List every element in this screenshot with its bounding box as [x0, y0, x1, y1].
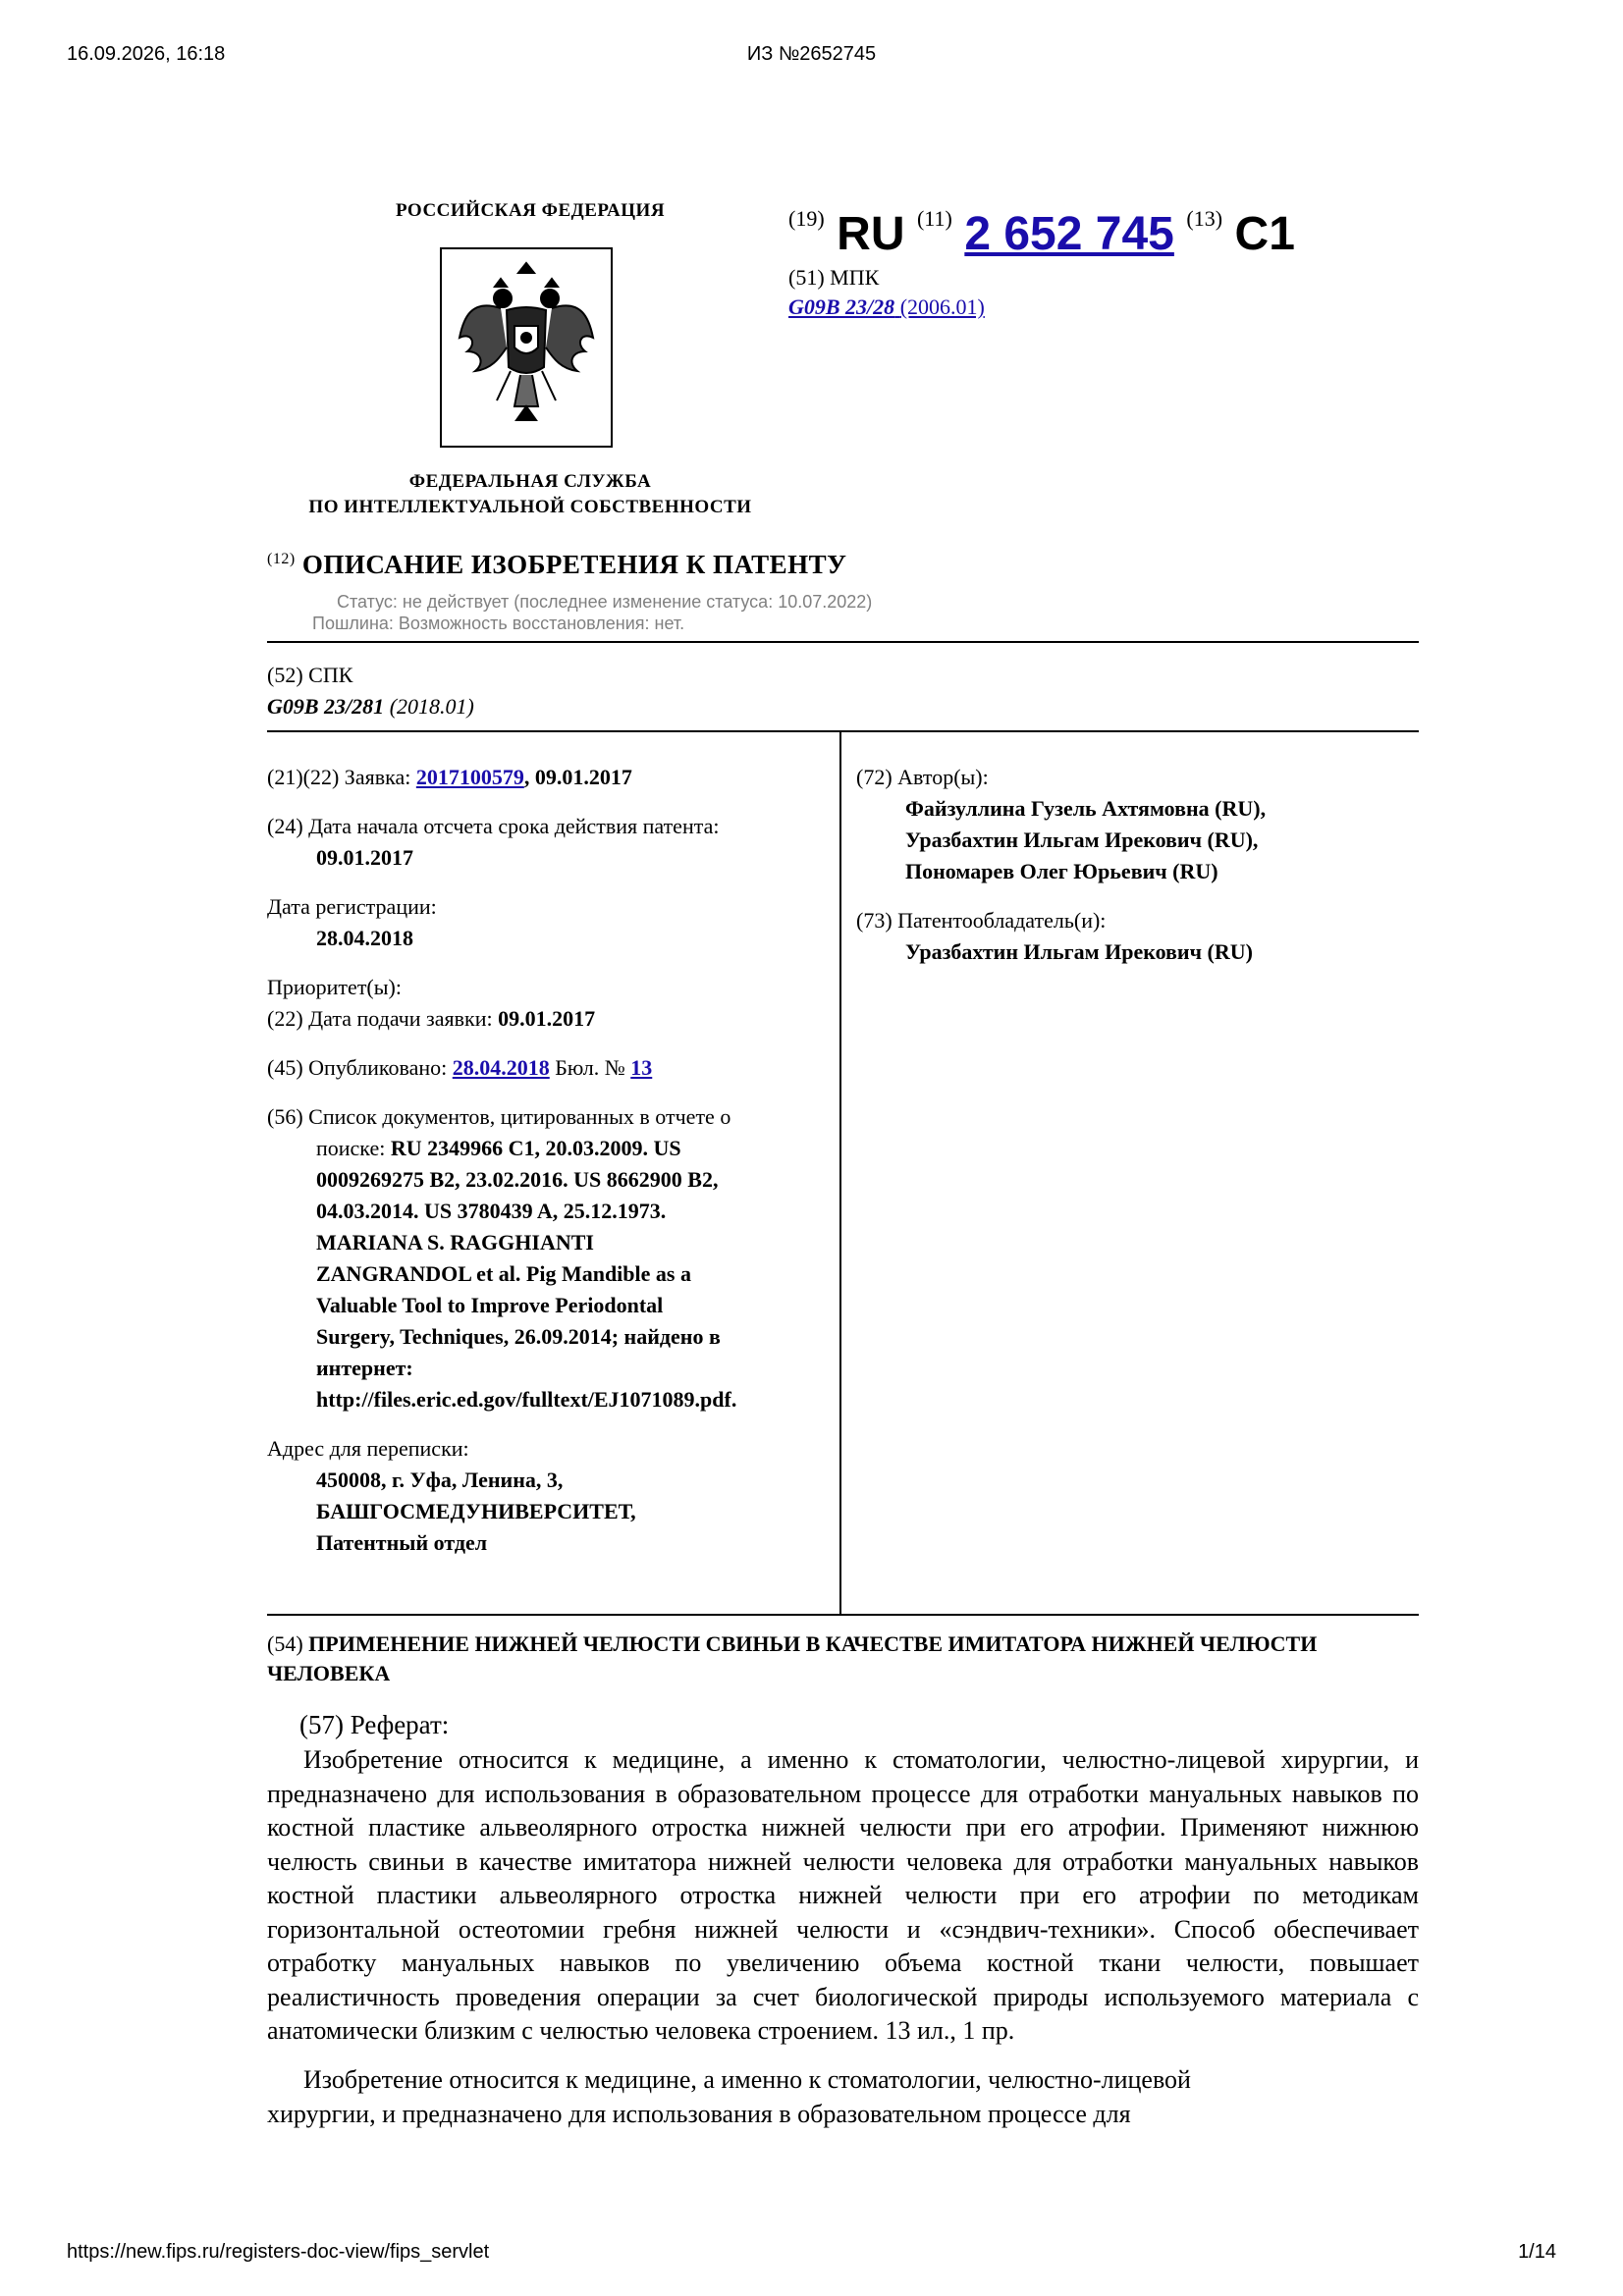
- cited-document: Surgery, Techniques, 26.09.2014; найдено в: [316, 1324, 721, 1349]
- cpc-code: G09B 23/281: [267, 694, 385, 719]
- ipc-code-link[interactable]: [788, 294, 985, 320]
- registration-date: 28.04.2018: [316, 926, 413, 950]
- filing-label: (22) Дата подачи заявки:: [267, 1006, 499, 1031]
- address-line: Патентный отдел: [316, 1530, 488, 1555]
- inid-code-54: (54): [267, 1631, 309, 1656]
- agency-line-2: ПО ИНТЕЛЛЕКТУАЛЬНОЙ СОБСТВЕННОСТИ: [308, 497, 752, 517]
- owner-field: [856, 905, 1416, 968]
- publication-number-line: [788, 204, 1295, 261]
- inid-code-12: (12): [267, 551, 296, 567]
- bulletin-label: Бюл. №: [549, 1055, 631, 1080]
- application-label: (21)(22) Заявка:: [267, 765, 416, 789]
- patent-number-link[interactable]: 2 652 745: [964, 208, 1174, 260]
- double-headed-eagle-icon: [442, 249, 611, 446]
- fee-text: Пошлина: Возможность восстановления: нет.: [312, 614, 685, 633]
- inid-code-13: (13): [1186, 206, 1223, 232]
- application-number-link[interactable]: 2017100579: [415, 765, 524, 789]
- divider-biblio-bottom: [267, 1614, 1419, 1616]
- divider-top: [267, 641, 1419, 643]
- biblio-right-column: [856, 762, 1416, 986]
- agency-name: [275, 469, 785, 520]
- author-name: Пономарев Олег Юрьевич (RU): [905, 859, 1218, 883]
- abstract-text: Изобретение относится к медицине, а именно к стоматологии, челюстно-лицевой хирургии, и предназначено для использования в образовательном процессе для отработки мануальных навыков по костной пластике альвеолярного отростка нижней челюсти при его атрофии. Применяют нижнюю челюсть свиньи в качестве имитатора нижней челюсти человека для отработки мануальных навыков костной пластики альвеолярного отростка нижней челюсти при его атрофии по методикам горизонтальной остеотомии гребня нижней челюсти и «сэндвич-техники». Способ обеспечивает отработку мануальных навыков по увеличению объема костной ткани челюсти, повышает реалистичность проведения операции за счет биологической природы используемого материала с анатомически близким с челюстью человека строением. 13 ил., 1 пр.: [267, 1745, 1419, 2045]
- cited-documents-field: [267, 1101, 832, 1415]
- divider-biblio-top: [267, 730, 1419, 732]
- country-code: RU: [837, 208, 905, 260]
- cited-document: 04.03.2014. US 3780439 A, 25.12.1973.: [316, 1199, 667, 1223]
- inid-code-19: (19): [788, 206, 825, 232]
- registration-label: Дата регистрации:: [267, 894, 437, 919]
- authors-field: [856, 762, 1416, 887]
- publication-field: [267, 1052, 832, 1084]
- priority-label: Приоритет(ы):: [267, 975, 402, 999]
- filing-date: 09.01.2017: [498, 1006, 596, 1031]
- cpc-classification: [267, 691, 474, 722]
- author-name: Файзуллина Гузель Ахтямовна (RU),: [905, 796, 1267, 821]
- cited-line-0: [267, 1133, 832, 1164]
- owner-name: Уразбахтин Ильгам Ирекович (RU): [905, 939, 1253, 964]
- address-label: Адрес для переписки:: [267, 1436, 469, 1461]
- print-title: ИЗ №2652745: [746, 43, 877, 65]
- cited-document: http://files.eric.ed.gov/fulltext/EJ1071089.pdf.: [316, 1387, 737, 1412]
- document-title: [267, 550, 847, 580]
- cited-document: RU 2349966 C1, 20.03.2009. US: [390, 1136, 681, 1160]
- term-start-label: (24) Дата начала отсчета срока действия патента:: [267, 814, 720, 838]
- address-field: [267, 1433, 832, 1559]
- cpc-version: (2018.01): [389, 694, 474, 719]
- term-start-field: [267, 811, 832, 874]
- biblio-left-column: [267, 762, 832, 1576]
- description-line: хирургии, и предназначено для использования в образовательном процессе для: [267, 2099, 1131, 2128]
- filing-date-line: [267, 1003, 832, 1035]
- print-footer-url: https://new.fips.ru/registers-doc-view/fips_servlet: [67, 2241, 490, 2263]
- publication-date-link[interactable]: 28.04.2018: [452, 1055, 550, 1080]
- ipc-version: (2006.01): [899, 294, 985, 319]
- owner-label: (73) Патентообладатель(и):: [856, 908, 1107, 933]
- registration-field: [267, 891, 832, 954]
- cited-document: MARIANA S. RAGGHIANTI: [316, 1230, 594, 1255]
- authors-label: (72) Автор(ы):: [856, 765, 989, 789]
- ipc-code: G09B 23/28: [788, 294, 895, 319]
- cited-label-continued: поиске:: [316, 1136, 391, 1160]
- kind-code: C1: [1234, 208, 1295, 260]
- application-field: [267, 762, 832, 793]
- print-datetime: 16.09.2026, 16:18: [67, 43, 226, 65]
- cited-document: Valuable Tool to Improve Periodontal: [316, 1293, 664, 1317]
- cited-label: (56) Список документов, цитированных в отчете о: [267, 1104, 731, 1129]
- document-title-text: ОПИСАНИЕ ИЗОБРЕТЕНИЯ К ПАТЕНТУ: [301, 550, 847, 579]
- abstract-label: (57) Реферат:: [299, 1710, 450, 1739]
- address-line: БАШГОСМЕДУНИВЕРСИТЕТ,: [316, 1499, 636, 1523]
- address-line: 450008, г. Уфа, Ленина, 3,: [316, 1468, 564, 1492]
- bulletin-number-link[interactable]: 13: [630, 1055, 653, 1080]
- author-name: Уразбахтин Ильгам Ирекович (RU),: [905, 828, 1259, 852]
- description-text: [267, 2063, 1419, 2131]
- country-name: РОССИЙСКАЯ ФЕДЕРАЦИЯ: [395, 200, 666, 221]
- cpc-label: (52) СПК: [267, 663, 353, 687]
- ipc-label: (51) МПК: [788, 265, 880, 290]
- description-line: Изобретение относится к медицине, а именно к стоматологии, челюстно-лицевой: [303, 2065, 1191, 2094]
- cited-document: интернет:: [316, 1356, 413, 1380]
- term-start-date: 09.01.2017: [316, 845, 413, 870]
- invention-title-text: ПРИМЕНЕНИЕ НИЖНЕЙ ЧЕЛЮСТИ СВИНЬИ В КАЧЕСТВЕ ИМИТАТОРА НИЖНЕЙ ЧЕЛЮСТИ ЧЕЛОВЕКА: [267, 1631, 1318, 1685]
- coat-of-arms-emblem: [440, 247, 613, 448]
- inid-code-11: (11): [916, 206, 952, 232]
- print-page-number: 1/14: [1518, 2241, 1556, 2263]
- priority-field: [267, 972, 832, 1035]
- cited-document: ZANGRANDOL et al. Pig Mandible as a: [316, 1261, 691, 1286]
- publication-label: (45) Опубликовано:: [267, 1055, 453, 1080]
- cited-document: 0009269275 B2, 23.02.2016. US 8662900 B2,: [316, 1167, 719, 1192]
- agency-line-1: ФЕДЕРАЛЬНАЯ СЛУЖБА: [408, 471, 652, 492]
- application-date: , 09.01.2017: [523, 765, 632, 789]
- column-divider: [839, 730, 841, 1614]
- invention-title: [267, 1629, 1419, 1688]
- status-text: Статус: не действует (последнее изменение статуса: 10.07.2022): [337, 592, 873, 612]
